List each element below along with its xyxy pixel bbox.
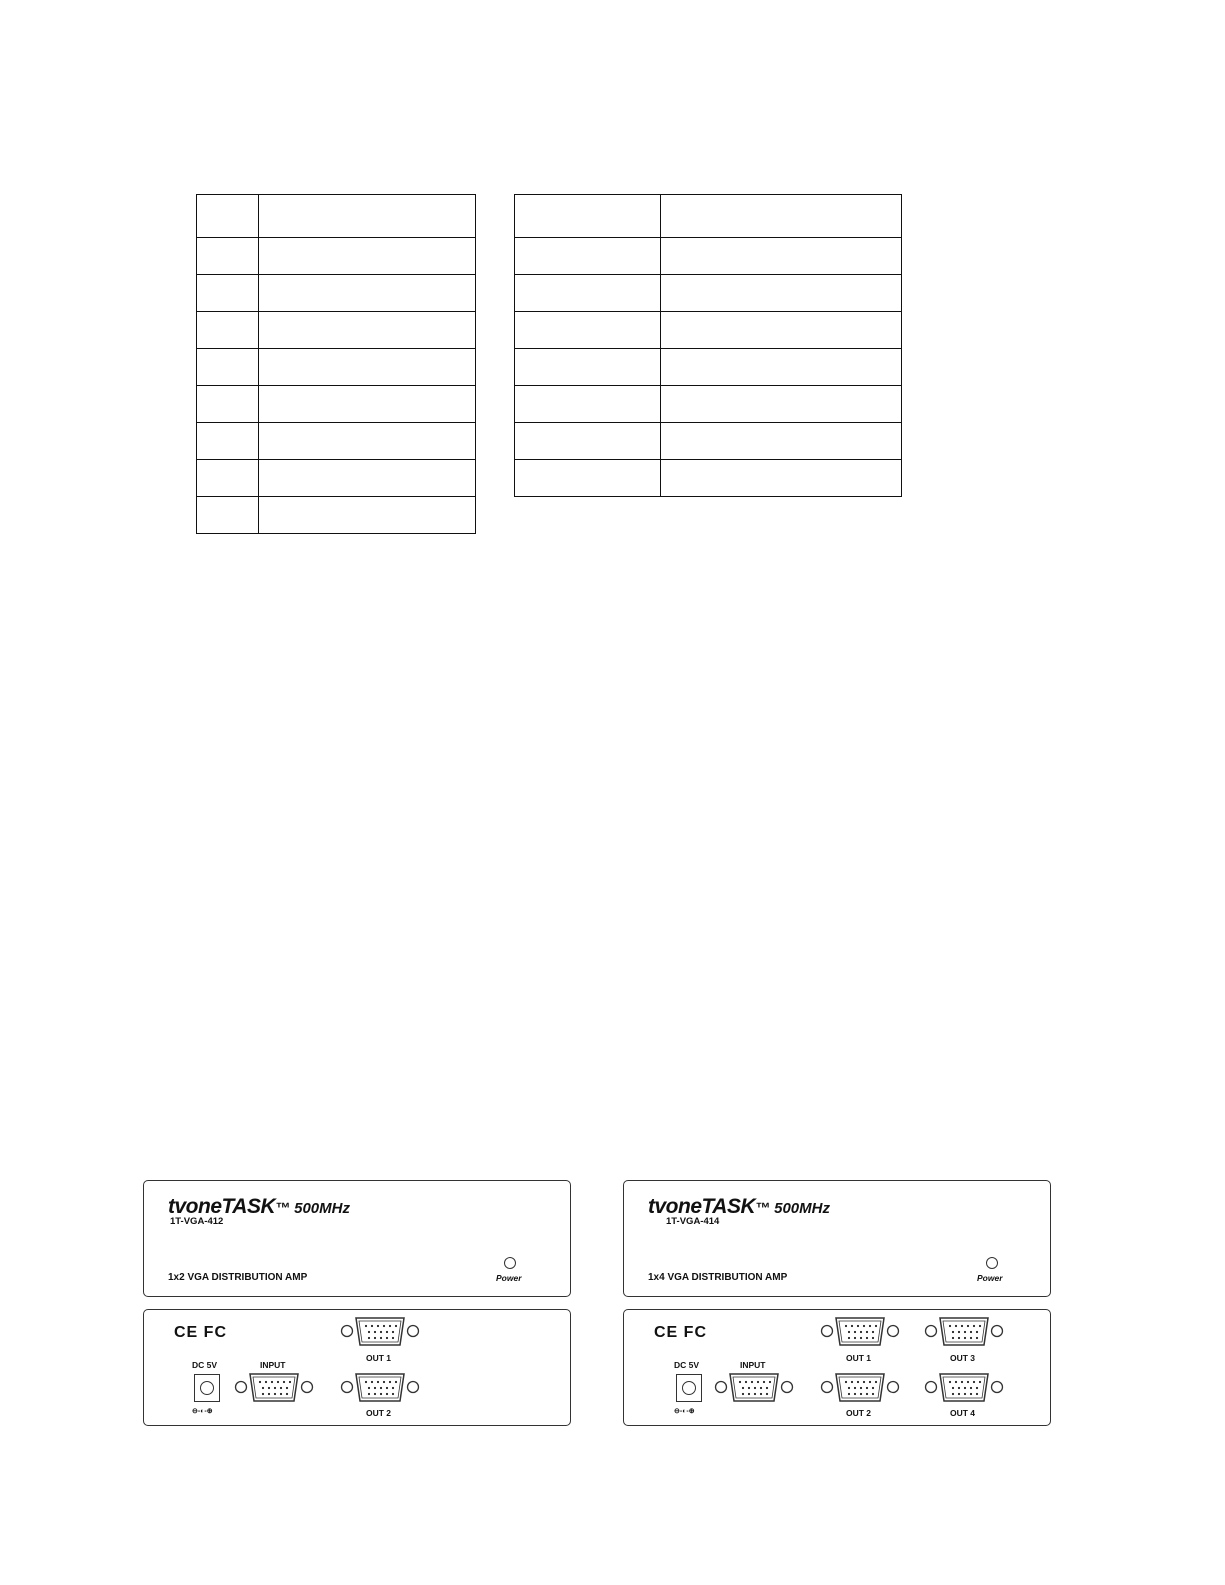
dc-label: DC 5V (674, 1360, 700, 1370)
brand-logo: tvoneTASK™ 500MHz (648, 1195, 830, 1218)
out-1-label: OUT 1 (366, 1353, 392, 1363)
vga-port-icon (924, 1370, 1004, 1406)
out-3-label: OUT 3 (950, 1353, 976, 1363)
power-label: Power (496, 1273, 522, 1283)
out-1-label: OUT 1 (846, 1353, 872, 1363)
power-led-icon (986, 1257, 998, 1269)
brand-logo: tvoneTASK™ 500MHz (168, 1195, 350, 1218)
vga-port-icon (340, 1370, 420, 1406)
out-2-label: OUT 2 (846, 1408, 872, 1418)
device-description: 1x2 VGA DISTRIBUTION AMP (168, 1272, 308, 1283)
device-description: 1x4 VGA DISTRIBUTION AMP (648, 1272, 788, 1283)
dc-label: DC 5V (192, 1360, 218, 1370)
vga-port-icon (234, 1370, 314, 1406)
out-4-label: OUT 4 (950, 1408, 976, 1418)
dc-jack-icon (194, 1374, 220, 1402)
vga-port-icon (924, 1314, 1004, 1350)
pinout-table-right (514, 194, 902, 497)
ce-fcc-marks: CE FC (174, 1324, 227, 1341)
polarity-icon: ⊖-◐-⊕ (674, 1408, 695, 1415)
vga-port-icon (820, 1314, 900, 1350)
power-label: Power (977, 1273, 1003, 1283)
vga-port-icon (820, 1370, 900, 1406)
vga-port-icon (340, 1314, 420, 1350)
device-412-front-panel (143, 1180, 571, 1297)
device-414-rear-panel (623, 1309, 1051, 1426)
pinout-table-left (196, 194, 476, 534)
polarity-icon: ⊖-◐-⊕ (192, 1408, 213, 1415)
model-number: 1T-VGA-414 (666, 1216, 720, 1227)
ce-fcc-marks: CE FC (654, 1324, 707, 1341)
device-412-rear-panel (143, 1309, 571, 1426)
vga-port-icon (714, 1370, 794, 1406)
device-414-front-panel (623, 1180, 1051, 1297)
model-number: 1T-VGA-412 (170, 1216, 224, 1227)
dc-jack-icon (676, 1374, 702, 1402)
input-label: INPUT (740, 1360, 766, 1370)
out-2-label: OUT 2 (366, 1408, 392, 1418)
power-led-icon (504, 1257, 516, 1269)
input-label: INPUT (260, 1360, 286, 1370)
